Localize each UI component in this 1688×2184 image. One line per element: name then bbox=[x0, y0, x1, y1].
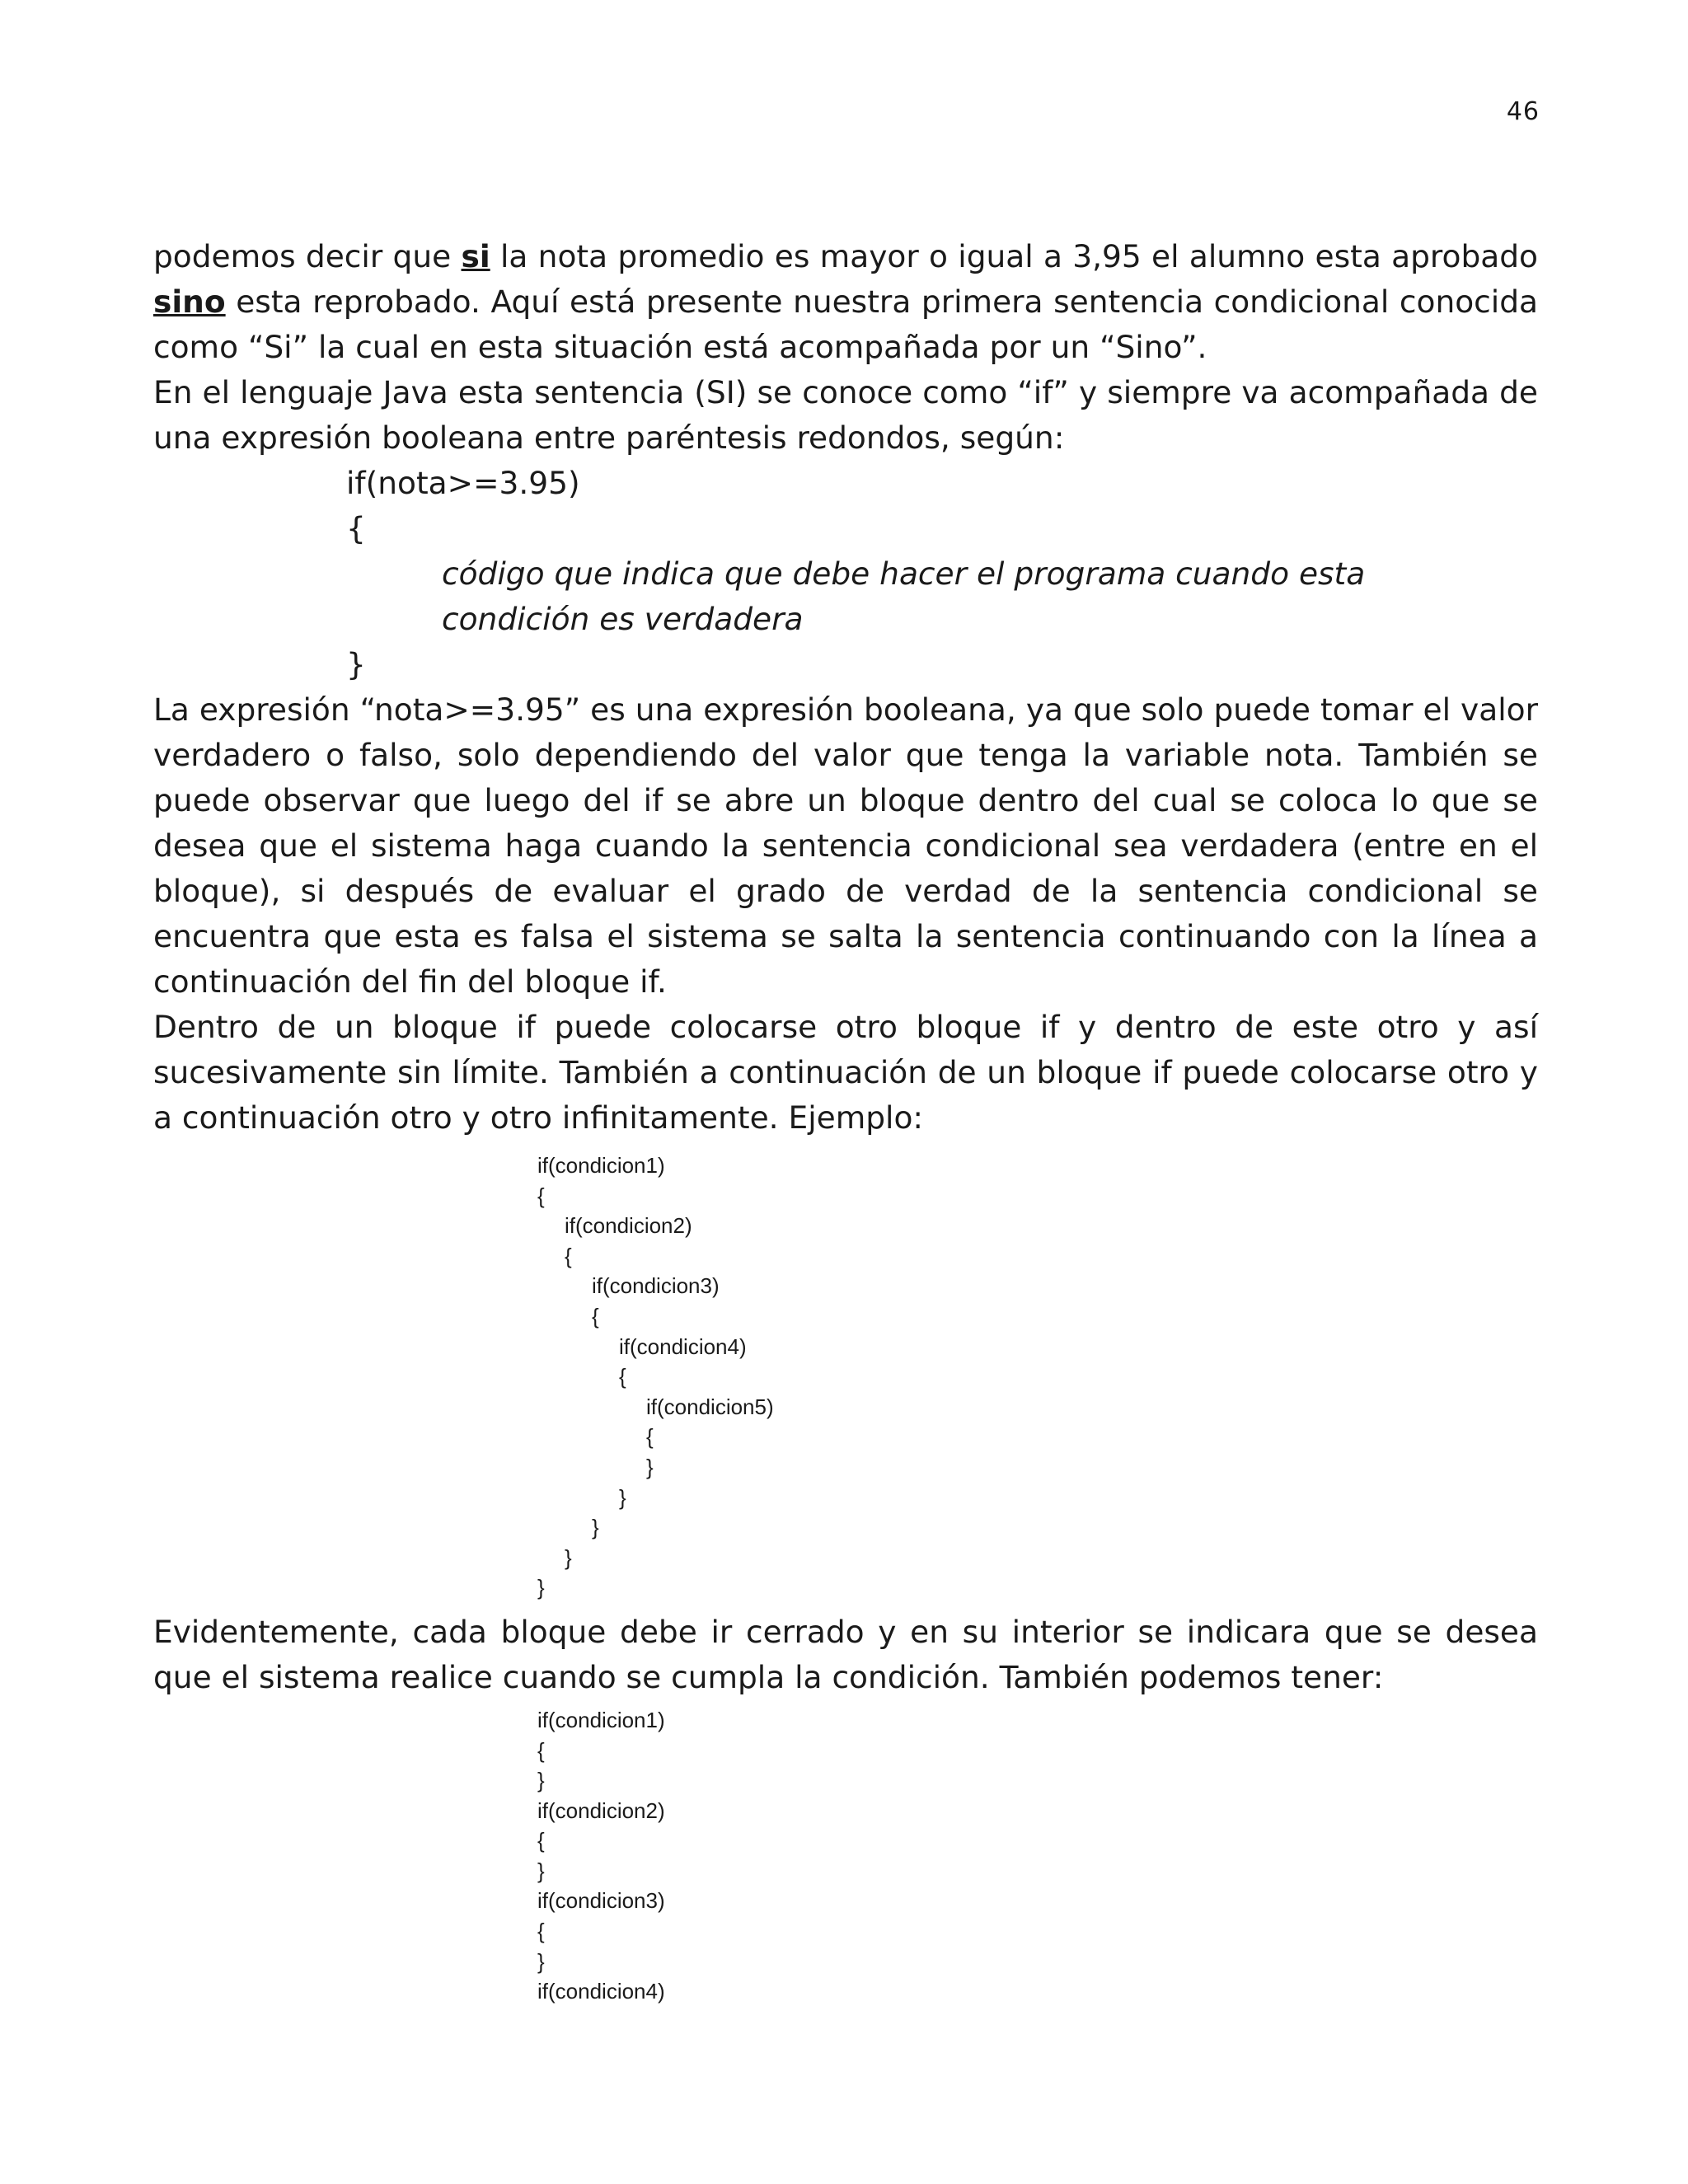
code-line: { bbox=[592, 1303, 599, 1329]
code-block-if-nota bbox=[346, 461, 1538, 687]
code-line: } bbox=[537, 1575, 545, 1601]
text-run: podemos decir que bbox=[153, 238, 462, 274]
text-run: la nota promedio es mayor o igual a 3,95 el alumno esta aprobado bbox=[490, 238, 1538, 274]
code-line: { bbox=[346, 510, 366, 546]
code-line: if(condicion5) bbox=[646, 1394, 774, 1419]
code-line: } bbox=[592, 1515, 599, 1540]
code-block-nested-if bbox=[537, 1141, 1538, 1610]
code-line: } bbox=[646, 1454, 654, 1479]
paragraph-nested-blocks: Dentro de un bloque if puede colocarse otro bloque if y dentro de este otro y así sucesivamente sin límite. También a continuación de un bloque if puede colocarse otro y a continuación otro y otro infinitamente. Ejemplo: bbox=[153, 1009, 1538, 1136]
code-line: } bbox=[537, 1768, 545, 1793]
page-number: 46 bbox=[1506, 97, 1540, 126]
code-line: } bbox=[346, 646, 366, 682]
code-line: { bbox=[565, 1243, 572, 1268]
code-line: if(condicion4) bbox=[619, 1333, 747, 1359]
code-comment: código que indica que debe hacer el programa cuando esta bbox=[442, 555, 1366, 592]
code-line: } bbox=[619, 1484, 626, 1510]
code-line: { bbox=[537, 1183, 545, 1208]
code-line: if(condicion3) bbox=[592, 1273, 720, 1299]
code-line: } bbox=[537, 1948, 545, 1974]
page-body bbox=[153, 234, 1538, 2007]
keyword-si: si bbox=[461, 238, 490, 274]
code-line: if(nota>=3.95) bbox=[346, 465, 580, 501]
code-line: { bbox=[646, 1424, 654, 1450]
code-line: } bbox=[565, 1544, 572, 1570]
code-line: if(condicion1) bbox=[537, 1707, 665, 1732]
code-line: if(condicion2) bbox=[537, 1797, 665, 1823]
code-line: if(condicion4) bbox=[537, 1979, 665, 2004]
code-block-sequential-if bbox=[537, 1700, 1538, 2007]
paragraph-java-if: En el lenguaje Java esta sentencia (SI) se conoce como “if” y siempre va acompañada de una expresión booleana entre paréntesis redondos, según: bbox=[153, 374, 1538, 456]
text-run: esta reprobado. Aquí está presente nuestra primera sentencia condicional conocida como “Si” la cual en esta situación está acompañada por un “Sino”. bbox=[153, 284, 1538, 365]
paragraph-intro bbox=[153, 234, 1538, 370]
paragraph-closing-blocks: Evidentemente, cada bloque debe ir cerrado y en su interior se indicara que se desea que el sistema realice cuando se cumpla la condición. También podemos tener: bbox=[153, 1613, 1538, 1695]
code-line: { bbox=[619, 1364, 626, 1390]
code-line: if(condicion1) bbox=[537, 1153, 665, 1178]
code-line: { bbox=[537, 1919, 545, 1944]
code-line: { bbox=[537, 1737, 545, 1763]
code-comment: condición es verdadera bbox=[442, 601, 804, 637]
code-line: if(condicion2) bbox=[565, 1213, 692, 1239]
code-line: } bbox=[537, 1858, 545, 1883]
code-line: if(condicion3) bbox=[537, 1888, 665, 1914]
code-line: { bbox=[537, 1828, 545, 1854]
paragraph-boolean-expression: La expresión “nota>=3.95” es una expresión booleana, ya que solo puede tomar el valor verdadero o falso, solo dependiendo del valor que tenga la variable nota. También se puede observar que luego del if se abre un bloque dentro del cual se coloca lo que se desea que el sistema haga cuando la sentencia condicional sea verdadera (entre en el bloque), si después de evaluar el grado de verdad de la sentencia condicional se encuentra que esta es falsa el sistema se salta la sentencia continuando con la línea a continuación del fin del bloque if. bbox=[153, 691, 1538, 1000]
keyword-sino: sino bbox=[153, 284, 226, 320]
